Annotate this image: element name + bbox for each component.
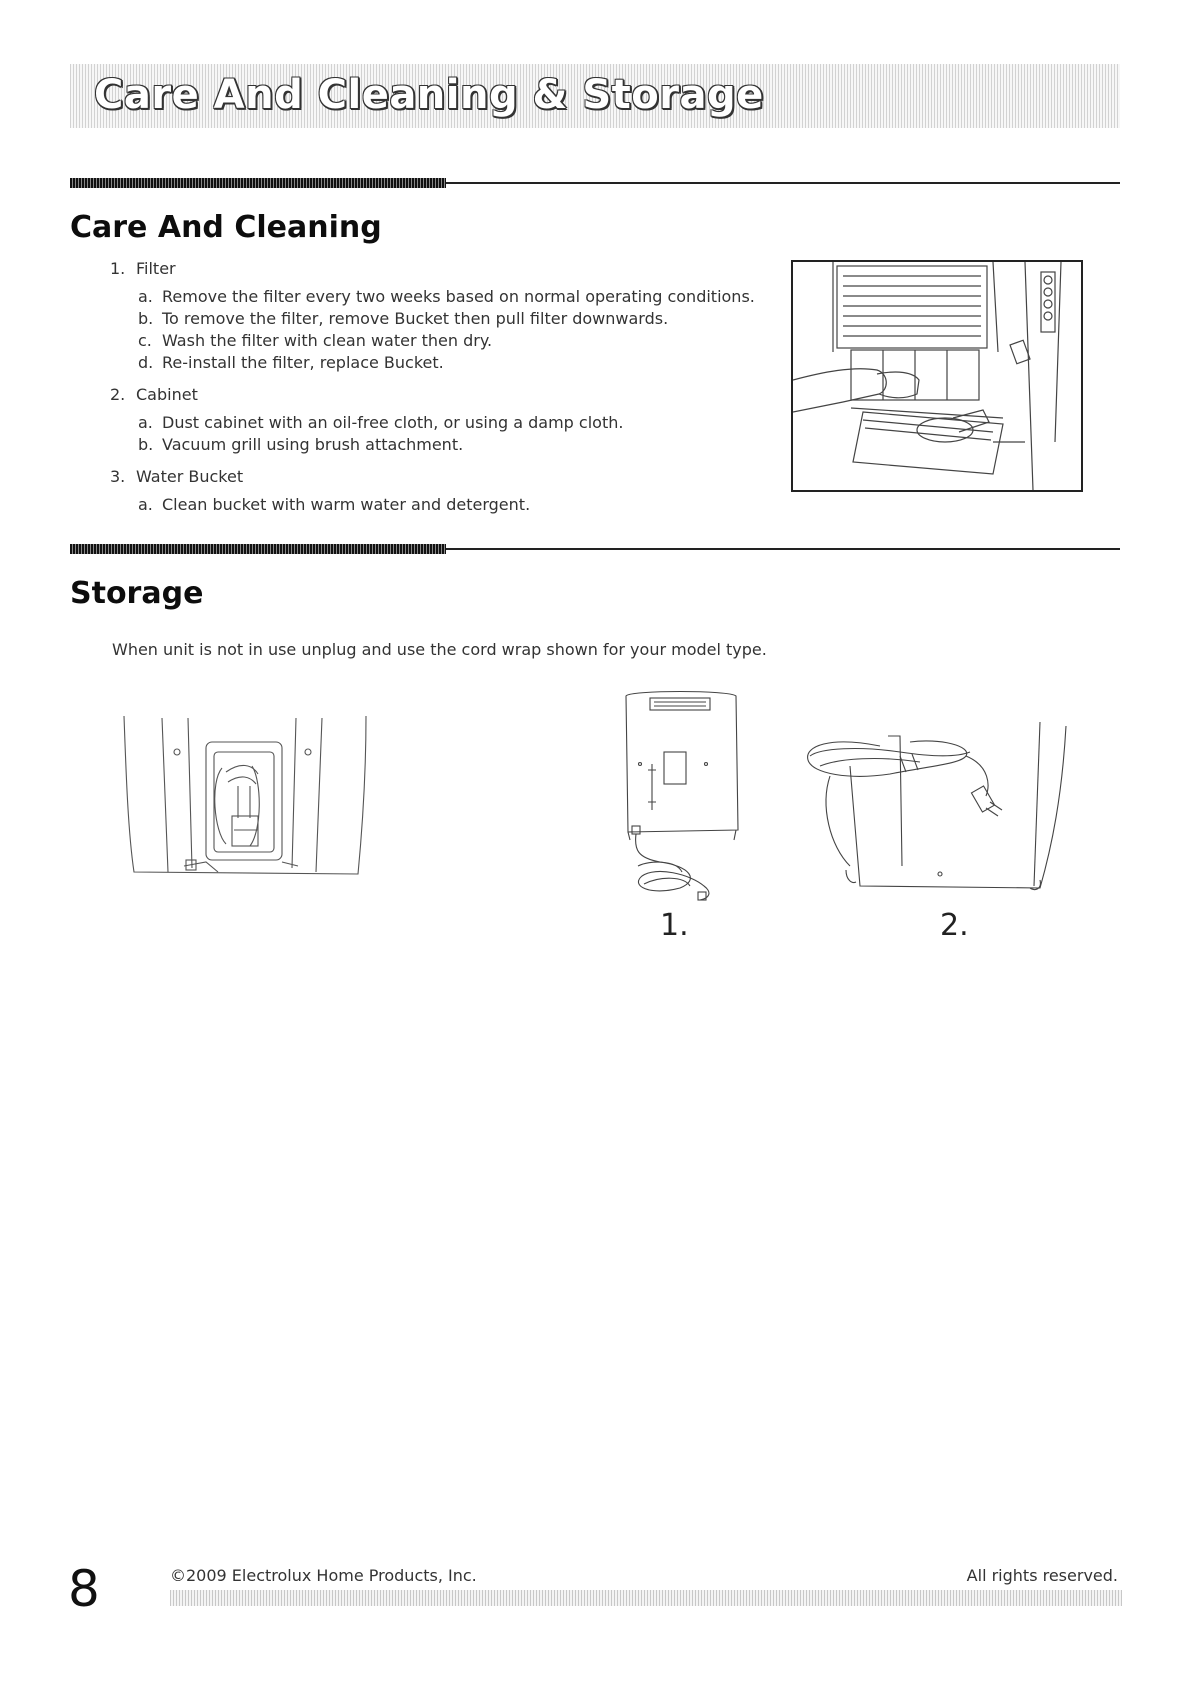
sub-item: b. Vacuum grill using brush attachment. xyxy=(138,435,464,454)
rights-text: All rights reserved. xyxy=(966,1566,1118,1585)
page-title: Care And Cleaning & Storage xyxy=(94,72,764,118)
storage-instructions: When unit is not in use unplug and use the cord wrap shown for your model type. xyxy=(112,640,767,659)
section-rule-thin xyxy=(446,548,1120,550)
sub-item: b. To remove the filter, remove Bucket then pull filter downwards. xyxy=(138,309,669,328)
figure-1-drawing xyxy=(620,690,744,904)
section-rule-thick xyxy=(70,178,446,188)
sub-item: d. Re-install the filter, replace Bucket. xyxy=(138,353,444,372)
figure-label-1: 1. xyxy=(660,908,689,943)
filter-illustration xyxy=(791,260,1083,492)
cord-wrap-rear-illustration xyxy=(122,712,368,882)
sub-item: a. Dust cabinet with an oil-free cloth, or using a damp cloth. xyxy=(138,413,624,432)
section-rule-thick xyxy=(70,544,446,554)
section-rule-thin xyxy=(446,182,1120,184)
list-item: 1. Filter xyxy=(110,259,176,278)
figure-label-2: 2. xyxy=(940,908,969,943)
care-list xyxy=(110,258,790,526)
list-item: 3. Water Bucket xyxy=(110,467,244,486)
copyright-text: ©2009 Electrolux Home Products, Inc. xyxy=(170,1566,477,1585)
sub-list xyxy=(138,494,790,516)
sub-item: a. Remove the filter every two weeks based on normal operating conditions. xyxy=(138,287,755,306)
care-heading: Care And Cleaning xyxy=(70,210,382,245)
page-number: 8 xyxy=(68,1560,100,1618)
sub-item: c. Wash the filter with clean water then dry. xyxy=(138,331,493,350)
sub-list xyxy=(138,412,790,456)
sub-list xyxy=(138,286,790,374)
sub-item: a. Clean bucket with warm water and detergent. xyxy=(138,495,531,514)
cord-wrap-figure-2 xyxy=(790,716,1072,894)
storage-heading: Storage xyxy=(70,576,204,611)
cord-wrap-rear-drawing xyxy=(122,712,368,882)
cord-wrap-figure-1 xyxy=(620,690,744,904)
list-item: 2. Cabinet xyxy=(110,385,198,404)
figure-2-drawing xyxy=(790,716,1072,894)
footer-bar xyxy=(170,1590,1122,1606)
filter-removal-drawing xyxy=(793,262,1081,490)
